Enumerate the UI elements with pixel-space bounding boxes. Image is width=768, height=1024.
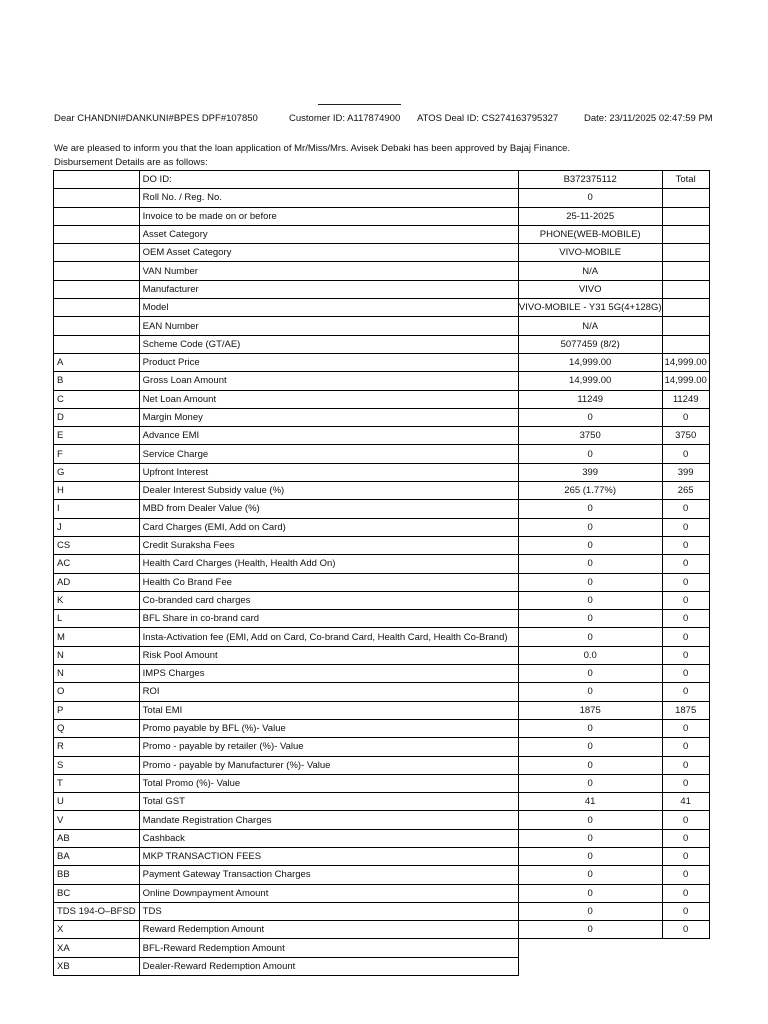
table-row: [54, 683, 710, 701]
row-total: 11249: [662, 390, 709, 408]
table-row: [54, 482, 710, 500]
table-row: [54, 957, 710, 975]
row-value: 0: [518, 518, 662, 536]
table-row: [54, 774, 710, 792]
row-code: [54, 244, 140, 262]
table-row: [54, 628, 710, 646]
row-total: 0: [662, 518, 709, 536]
row-code: S: [54, 756, 140, 774]
table-row: [54, 463, 710, 481]
table-row: [54, 921, 710, 939]
row-total: 0: [662, 902, 709, 920]
table-row: [54, 829, 710, 847]
row-description: BFL-Reward Redemption Amount: [139, 939, 518, 957]
disbursement-table-body: [54, 171, 710, 976]
row-total: 1875: [662, 701, 709, 719]
row-code: A: [54, 353, 140, 371]
table-row: [54, 847, 710, 865]
row-value: 0: [518, 847, 662, 865]
row-description: DO ID:: [139, 171, 518, 189]
row-description: TDS: [139, 902, 518, 920]
row-total: 0: [662, 573, 709, 591]
empty-cell: [518, 939, 709, 957]
row-value: 265 (1.77%): [518, 482, 662, 500]
row-code: CS: [54, 536, 140, 554]
row-code: H: [54, 482, 140, 500]
row-code: B: [54, 372, 140, 390]
row-description: MKP TRANSACTION FEES: [139, 847, 518, 865]
row-value: 0: [518, 628, 662, 646]
row-total: 0: [662, 774, 709, 792]
row-value: 0: [518, 774, 662, 792]
atos-deal-id: ATOS Deal ID: CS274163795327: [417, 113, 559, 124]
row-description: Service Charge: [139, 445, 518, 463]
row-description: Mandate Registration Charges: [139, 811, 518, 829]
row-description: EAN Number: [139, 317, 518, 335]
row-code: BC: [54, 884, 140, 902]
row-total: [662, 262, 709, 280]
row-total: 0: [662, 829, 709, 847]
row-code: XB: [54, 957, 140, 975]
row-value: 0: [518, 665, 662, 683]
row-description: Card Charges (EMI, Add on Card): [139, 518, 518, 536]
row-description: Advance EMI: [139, 427, 518, 445]
table-row: [54, 372, 710, 390]
intro-text: [54, 142, 570, 170]
table-row: [54, 262, 710, 280]
row-value: 0: [518, 189, 662, 207]
row-description: Total GST: [139, 793, 518, 811]
row-description: Insta-Activation fee (EMI, Add on Card, Co-brand Card, Health Card, Health Co-Brand): [139, 628, 518, 646]
row-total: 0: [662, 921, 709, 939]
row-total: 0: [662, 756, 709, 774]
row-value: 0: [518, 756, 662, 774]
row-value: 0: [518, 408, 662, 426]
row-value: B372375112: [518, 171, 662, 189]
row-value: VIVO: [518, 280, 662, 298]
row-code: [54, 317, 140, 335]
row-total: 0: [662, 500, 709, 518]
row-description: BFL Share in co-brand card: [139, 610, 518, 628]
row-code: [54, 335, 140, 353]
table-row: [54, 244, 710, 262]
row-total: 0: [662, 610, 709, 628]
row-total: 14,999.00: [662, 353, 709, 371]
row-value: N/A: [518, 317, 662, 335]
document-date: Date: 23/11/2025 02:47:59 PM: [584, 113, 713, 124]
row-total: [662, 244, 709, 262]
table-row: [54, 646, 710, 664]
row-value: 3750: [518, 427, 662, 445]
row-code: K: [54, 591, 140, 609]
row-value: 14,999.00: [518, 353, 662, 371]
row-value: 14,999.00: [518, 372, 662, 390]
row-code: [54, 171, 140, 189]
row-value: 0: [518, 500, 662, 518]
row-total: [662, 225, 709, 243]
row-total: [662, 317, 709, 335]
row-description: Total EMI: [139, 701, 518, 719]
table-row: [54, 738, 710, 756]
row-value: 0: [518, 738, 662, 756]
table-row: [54, 299, 710, 317]
row-code: E: [54, 427, 140, 445]
table-row: [54, 500, 710, 518]
table-row: [54, 408, 710, 426]
row-value: 0: [518, 921, 662, 939]
table-row: [54, 445, 710, 463]
row-total: 0: [662, 847, 709, 865]
row-code: X: [54, 921, 140, 939]
customer-id: Customer ID: A117874900: [289, 113, 401, 124]
row-total: 0: [662, 738, 709, 756]
row-code: J: [54, 518, 140, 536]
row-code: L: [54, 610, 140, 628]
row-value: 25-11-2025: [518, 207, 662, 225]
row-value: 0: [518, 884, 662, 902]
empty-cell: [518, 957, 709, 975]
row-code: M: [54, 628, 140, 646]
row-description: Net Loan Amount: [139, 390, 518, 408]
row-total: 265: [662, 482, 709, 500]
row-code: T: [54, 774, 140, 792]
row-code: [54, 225, 140, 243]
row-value: 0: [518, 445, 662, 463]
row-total: 0: [662, 408, 709, 426]
row-value: 41: [518, 793, 662, 811]
row-code: D: [54, 408, 140, 426]
row-value: 0: [518, 683, 662, 701]
row-description: Promo payable by BFL (%)- Value: [139, 719, 518, 737]
row-code: BB: [54, 866, 140, 884]
row-description: Dealer-Reward Redemption Amount: [139, 957, 518, 975]
table-row: [54, 665, 710, 683]
row-description: Model: [139, 299, 518, 317]
row-value: 0: [518, 811, 662, 829]
row-description: Invoice to be made on or before: [139, 207, 518, 225]
row-description: Total Promo (%)- Value: [139, 774, 518, 792]
table-row: [54, 866, 710, 884]
disbursement-table: [53, 170, 710, 976]
row-total: [662, 299, 709, 317]
row-description: Gross Loan Amount: [139, 372, 518, 390]
table-row: [54, 811, 710, 829]
row-description: ROI: [139, 683, 518, 701]
row-code: R: [54, 738, 140, 756]
header-rule: [318, 104, 401, 105]
row-description: Upfront Interest: [139, 463, 518, 481]
row-total: 0: [662, 683, 709, 701]
table-row: [54, 189, 710, 207]
table-row: [54, 884, 710, 902]
row-value: 0: [518, 610, 662, 628]
row-total: 399: [662, 463, 709, 481]
row-code: O: [54, 683, 140, 701]
row-description: VAN Number: [139, 262, 518, 280]
row-value: 0: [518, 573, 662, 591]
row-value: 1875: [518, 701, 662, 719]
row-description: Online Downpayment Amount: [139, 884, 518, 902]
row-description: Risk Pool Amount: [139, 646, 518, 664]
row-code: AD: [54, 573, 140, 591]
row-description: Promo - payable by retailer (%)- Value: [139, 738, 518, 756]
dear-line: Dear CHANDNI#DANKUNI#BPES DPF#107850: [54, 113, 258, 124]
row-total: 0: [662, 665, 709, 683]
row-code: F: [54, 445, 140, 463]
table-row: [54, 536, 710, 554]
row-value: 0.0: [518, 646, 662, 664]
row-total: [662, 335, 709, 353]
table-row: [54, 555, 710, 573]
row-value: 0: [518, 902, 662, 920]
row-value: PHONE(WEB-MOBILE): [518, 225, 662, 243]
row-total: [662, 189, 709, 207]
row-description: Product Price: [139, 353, 518, 371]
row-description: Roll No. / Reg. No.: [139, 189, 518, 207]
row-value: 0: [518, 866, 662, 884]
table-row: [54, 719, 710, 737]
row-value: N/A: [518, 262, 662, 280]
table-row: [54, 171, 710, 189]
table-row: [54, 939, 710, 957]
row-value: 0: [518, 591, 662, 609]
row-description: Reward Redemption Amount: [139, 921, 518, 939]
table-row: [54, 427, 710, 445]
intro-line-approval: We are pleased to inform you that the loan application of Mr/Miss/Mrs. Avisek Debaki has been approved by Bajaj Finance.: [54, 143, 571, 154]
table-row: [54, 610, 710, 628]
row-total: 0: [662, 591, 709, 609]
row-code: BA: [54, 847, 140, 865]
row-total: 14,999.00: [662, 372, 709, 390]
row-value: 0: [518, 555, 662, 573]
row-total: [662, 280, 709, 298]
table-row: [54, 902, 710, 920]
row-description: Health Co Brand Fee: [139, 573, 518, 591]
table-row: [54, 591, 710, 609]
row-code: [54, 262, 140, 280]
row-description: Dealer Interest Subsidy value (%): [139, 482, 518, 500]
row-value: VIVO-MOBILE - Y31 5G(4+128G): [518, 299, 662, 317]
row-value: 0: [518, 829, 662, 847]
table-row: [54, 518, 710, 536]
row-description: Manufacturer: [139, 280, 518, 298]
row-description: Credit Suraksha Fees: [139, 536, 518, 554]
table-row: [54, 756, 710, 774]
row-value: VIVO-MOBILE: [518, 244, 662, 262]
table-row: [54, 335, 710, 353]
row-total: 0: [662, 536, 709, 554]
row-code: V: [54, 811, 140, 829]
row-code: AB: [54, 829, 140, 847]
row-description: Margin Money: [139, 408, 518, 426]
row-total: [662, 207, 709, 225]
row-description: Promo - payable by Manufacturer (%)- Value: [139, 756, 518, 774]
row-description: Asset Category: [139, 225, 518, 243]
row-description: Co-branded card charges: [139, 591, 518, 609]
row-total: 41: [662, 793, 709, 811]
row-code: XA: [54, 939, 140, 957]
table-row: [54, 390, 710, 408]
table-row: [54, 207, 710, 225]
table-row: [54, 317, 710, 335]
row-code: Q: [54, 719, 140, 737]
row-total: 0: [662, 811, 709, 829]
row-value: 399: [518, 463, 662, 481]
row-code: [54, 207, 140, 225]
row-description: Payment Gateway Transaction Charges: [139, 866, 518, 884]
row-code: I: [54, 500, 140, 518]
row-total: 0: [662, 628, 709, 646]
row-total: 3750: [662, 427, 709, 445]
row-code: [54, 189, 140, 207]
table-row: [54, 353, 710, 371]
row-total: 0: [662, 866, 709, 884]
row-total: 0: [662, 445, 709, 463]
row-code: N: [54, 646, 140, 664]
row-total: 0: [662, 719, 709, 737]
row-code: P: [54, 701, 140, 719]
table-row: [54, 280, 710, 298]
row-value: 0: [518, 536, 662, 554]
row-description: MBD from Dealer Value (%): [139, 500, 518, 518]
row-code: [54, 299, 140, 317]
table-row: [54, 701, 710, 719]
table-row: [54, 793, 710, 811]
row-code: N: [54, 665, 140, 683]
row-description: IMPS Charges: [139, 665, 518, 683]
row-description: Health Card Charges (Health, Health Add On): [139, 555, 518, 573]
row-code: TDS 194-O–BFSD: [54, 902, 140, 920]
row-code: G: [54, 463, 140, 481]
row-description: OEM Asset Category: [139, 244, 518, 262]
row-description: Cashback: [139, 829, 518, 847]
row-description: Scheme Code (GT/AE): [139, 335, 518, 353]
row-value: 11249: [518, 390, 662, 408]
table-row: [54, 573, 710, 591]
row-value: 0: [518, 719, 662, 737]
row-total: 0: [662, 555, 709, 573]
table-row: [54, 225, 710, 243]
row-code: AC: [54, 555, 140, 573]
row-code: C: [54, 390, 140, 408]
row-value: 5077459 (8/2): [518, 335, 662, 353]
intro-line-details: Disbursement Details are as follows:: [54, 157, 208, 168]
row-total: 0: [662, 646, 709, 664]
row-code: [54, 280, 140, 298]
row-code: U: [54, 793, 140, 811]
row-total: Total: [662, 171, 709, 189]
row-total: 0: [662, 884, 709, 902]
